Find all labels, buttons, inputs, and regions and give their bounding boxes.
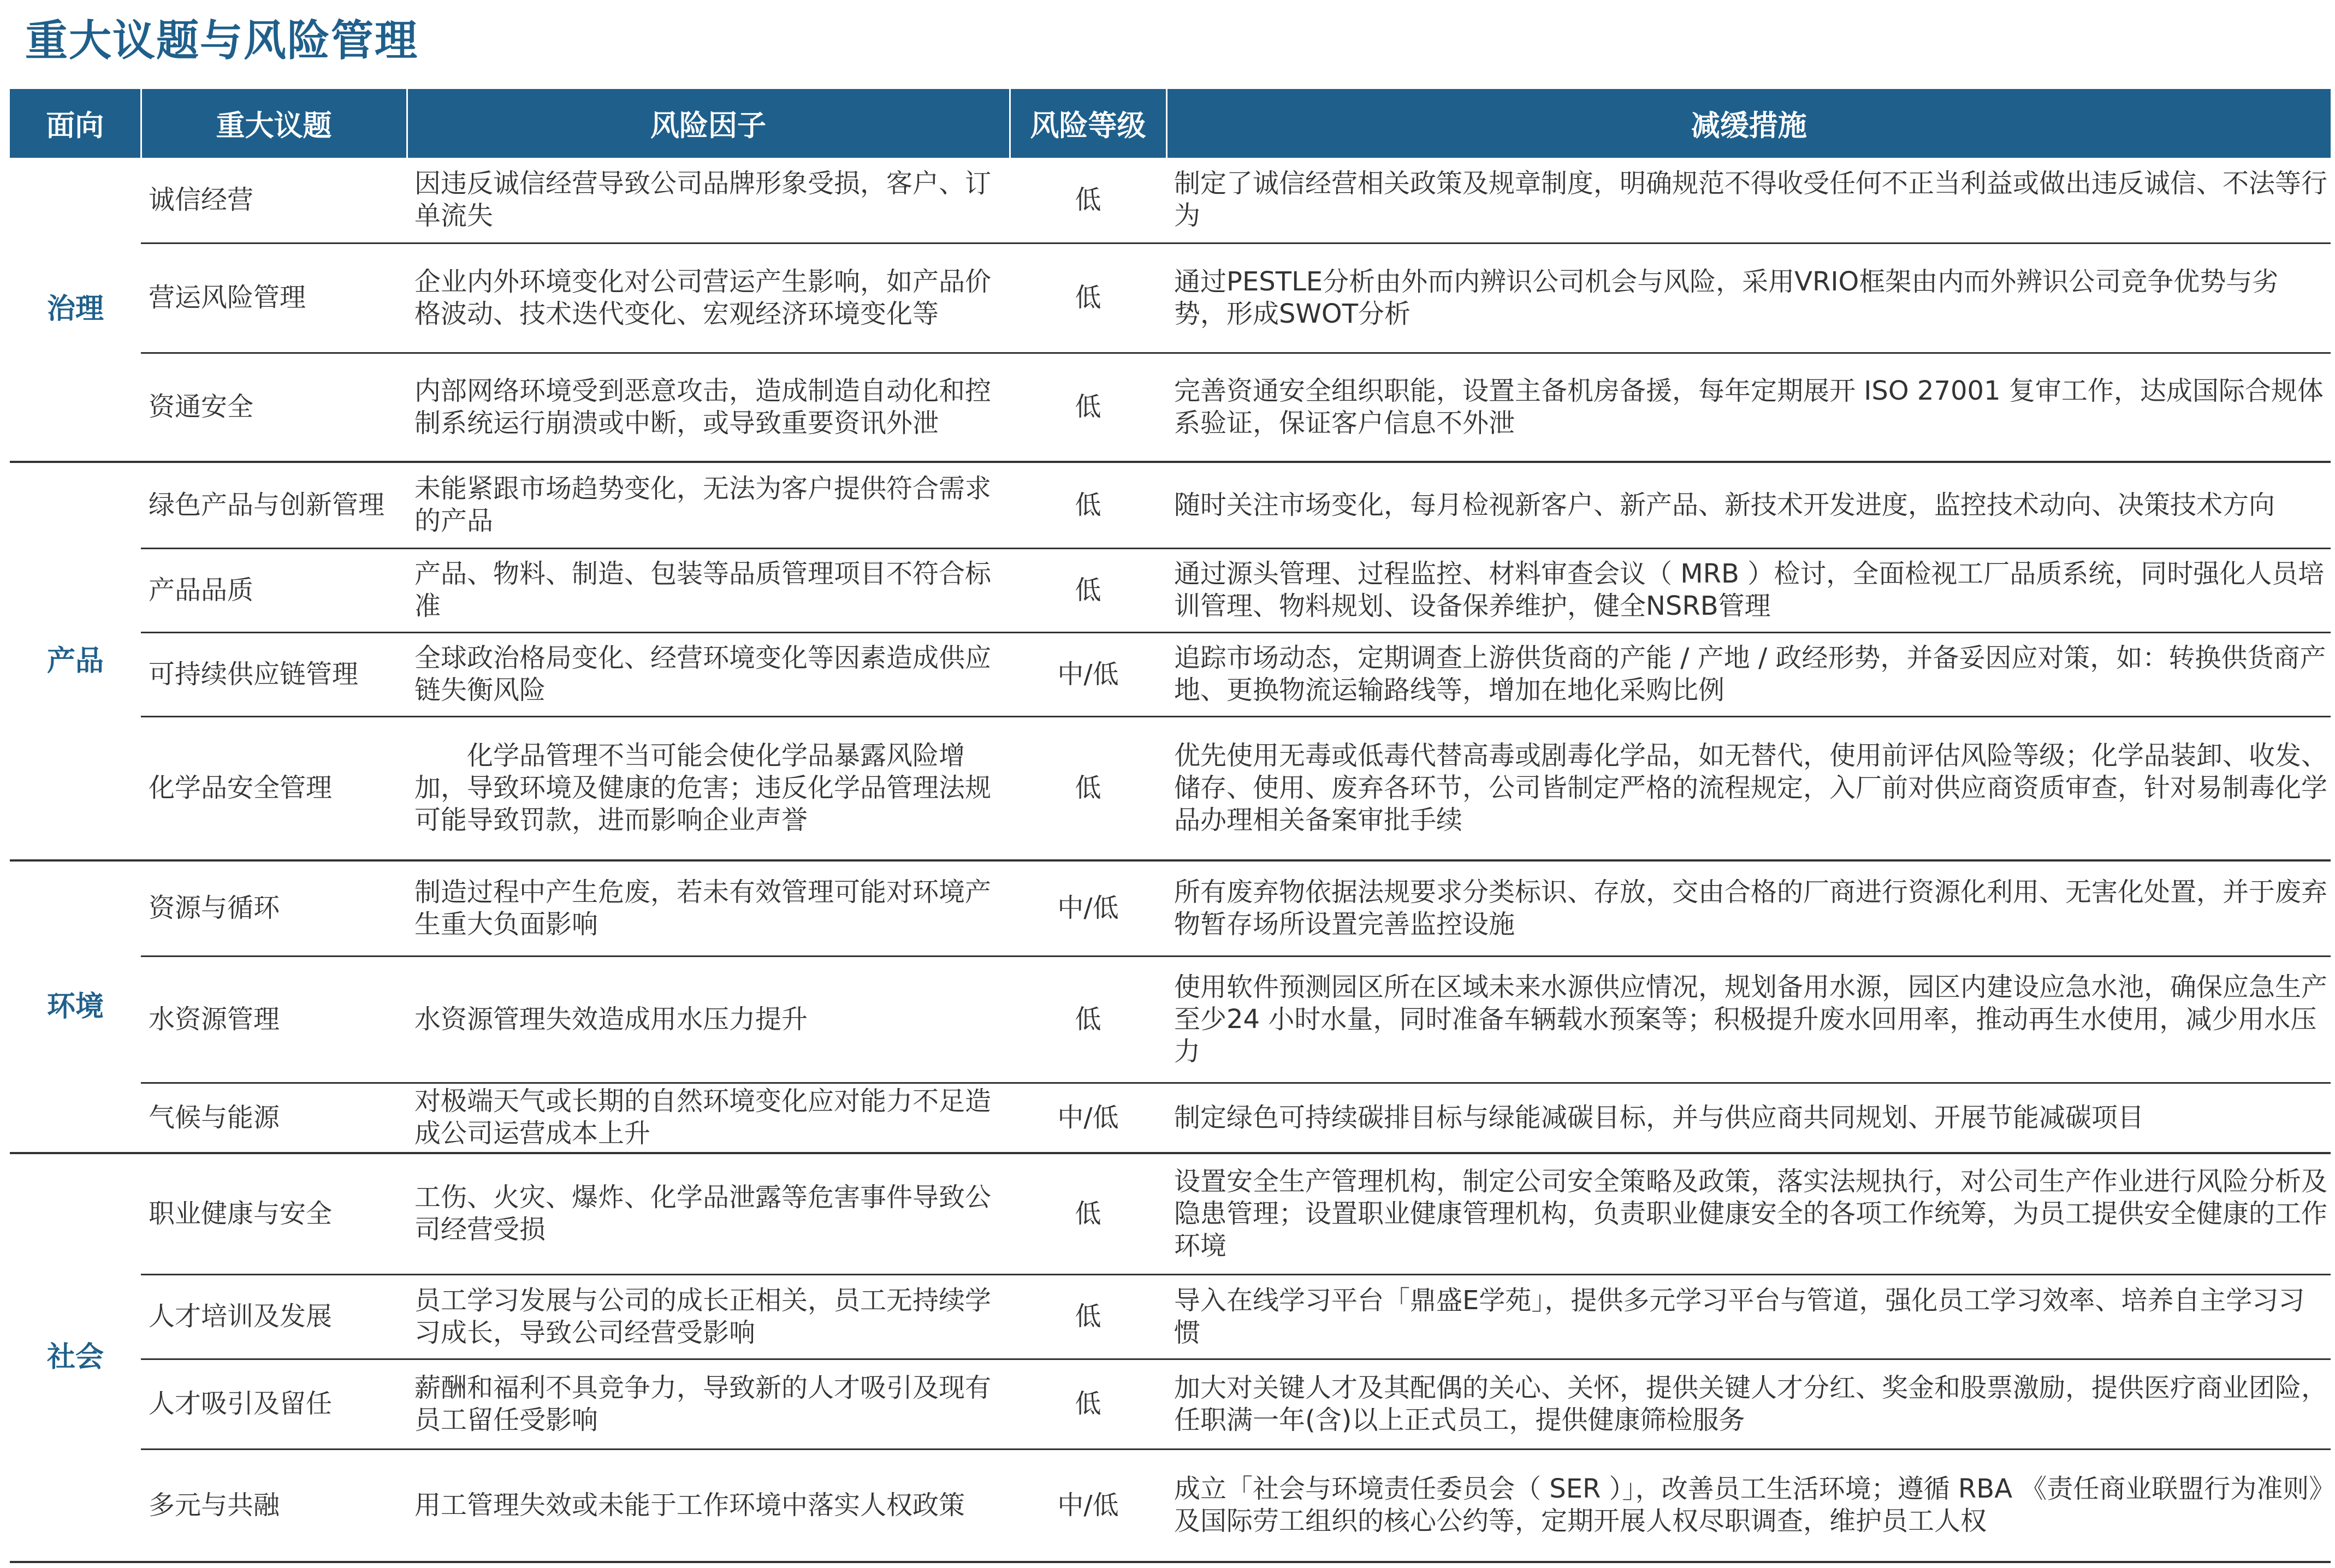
table-row [10, 860, 2331, 956]
risk-factor-cell: 全球政治格局变化、经营环境变化等因素造成供应链失衡风险 [407, 632, 1010, 716]
mitigation-cell: 所有废弃物依据法规要求分类标识、存放，交由合格的厂商进行资源化利用、无害化处置，并于废弃物暂存场所设置完善监控设施 [1166, 860, 2331, 956]
topic-cell: 化学品安全管理 [141, 716, 407, 860]
topic-cell: 人才培训及发展 [141, 1274, 407, 1359]
risk-level-cell: 中/低 [1010, 1083, 1166, 1153]
topic-cell: 诚信经营 [141, 158, 407, 243]
risk-management-table [10, 89, 2331, 1563]
risk-level-cell: 中/低 [1010, 860, 1166, 956]
table-row [10, 1083, 2331, 1153]
risk-level-cell: 低 [1010, 243, 1166, 353]
topic-cell: 职业健康与安全 [141, 1153, 407, 1274]
risk-factor-cell: 因违反诚信经营导致公司品牌形象受损，客户、订单流失 [407, 158, 1010, 243]
mitigation-cell: 制定了诚信经营相关政策及规章制度，明确规范不得收受任何不正当利益或做出违反诚信、不法等行为 [1166, 158, 2331, 243]
page-title: 重大议题与风险管理 [25, 16, 419, 66]
table-row [10, 716, 2331, 860]
risk-factor-cell: 工伤、火灾、爆炸、化学品泄露等危害事件导致公司经营受损 [407, 1153, 1010, 1274]
mitigation-cell: 导入在线学习平台「鼎盛E学苑」，提供多元学习平台与管道，强化员工学习效率、培养自主学习习惯 [1166, 1274, 2331, 1359]
header-risk-level: 风险等级 [1010, 89, 1166, 158]
risk-level-cell: 低 [1010, 158, 1166, 243]
risk-level-cell: 低 [1010, 353, 1166, 462]
risk-factor-cell: 用工管理失效或未能于工作环境中落实人权政策 [407, 1449, 1010, 1562]
risk-factor-cell: 产品、物料、制造、包装等品质管理项目不符合标准 [407, 548, 1010, 632]
topic-cell: 多元与共融 [141, 1449, 407, 1562]
table-header [10, 89, 2331, 158]
topic-cell: 可持续供应链管理 [141, 632, 407, 716]
risk-factor-cell: 内部网络环境受到恶意攻击，造成制造自动化和控制系统运行崩溃或中断，或导致重要资讯外泄 [407, 353, 1010, 462]
table-row [10, 353, 2331, 462]
aspect-cell-governance: 治理 [10, 158, 141, 462]
aspect-cell-product: 产品 [10, 462, 141, 860]
topic-cell: 产品品质 [141, 548, 407, 632]
topic-cell: 资通安全 [141, 353, 407, 462]
table-row [10, 243, 2331, 353]
mitigation-cell: 设置安全生产管理机构，制定公司安全策略及政策，落实法规执行，对公司生产作业进行风险分析及隐患管理；设置职业健康管理机构，负责职业健康安全的各项工作统筹，为员工提供安全健康的工作环境 [1166, 1153, 2331, 1274]
risk-factor-cell: 员工学习发展与公司的成长正相关，员工无持续学习成长，导致公司经营受影响 [407, 1274, 1010, 1359]
risk-level-cell: 中/低 [1010, 632, 1166, 716]
header-risk-factor: 风险因子 [407, 89, 1010, 158]
mitigation-cell: 追踪市场动态，定期调查上游供货商的产能 / 产地 / 政经形势，并备妥因应对策，如：转换供货商产地、更换物流运输路线等，增加在地化采购比例 [1166, 632, 2331, 716]
table-row [10, 1359, 2331, 1449]
mitigation-cell: 使用软件预测园区所在区域未来水源供应情况，规划备用水源，园区内建设应急水池，确保应急生产至少24 小时水量，同时准备车辆载水预案等；积极提升废水回用率，推动再生水使用，减少用水压力 [1166, 956, 2331, 1083]
topic-cell: 水资源管理 [141, 956, 407, 1083]
header-aspect: 面向 [10, 89, 141, 158]
table-row [10, 1153, 2331, 1274]
topic-cell: 人才吸引及留任 [141, 1359, 407, 1449]
mitigation-cell: 加大对关键人才及其配偶的关心、关怀，提供关键人才分红、奖金和股票激励，提供医疗商业团险，任职满一年(含)以上正式员工，提供健康筛检服务 [1166, 1359, 2331, 1449]
header-mitigation: 减缓措施 [1166, 89, 2331, 158]
risk-factor-cell: 未能紧跟市场趋势变化，无法为客户提供符合需求的产品 [407, 462, 1010, 548]
topic-cell: 营运风险管理 [141, 243, 407, 353]
table-row [10, 1449, 2331, 1562]
topic-cell: 绿色产品与创新管理 [141, 462, 407, 548]
mitigation-cell: 随时关注市场变化，每月检视新客户、新产品、新技术开发进度，监控技术动向、决策技术方向 [1166, 462, 2331, 548]
header-topic: 重大议题 [141, 89, 407, 158]
risk-level-cell: 低 [1010, 956, 1166, 1083]
mitigation-cell: 优先使用无毒或低毒代替高毒或剧毒化学品，如无替代，使用前评估风险等级；化学品装卸、收发、储存、使用、废弃各环节，公司皆制定严格的流程规定，入厂前对供应商资质审查，针对易制毒化学品办理相关备案审批手续 [1166, 716, 2331, 860]
risk-level-cell: 低 [1010, 462, 1166, 548]
mitigation-cell: 制定绿色可持续碳排目标与绿能减碳目标，并与供应商共同规划、开展节能减碳项目 [1166, 1083, 2331, 1153]
mitigation-cell: 完善资通安全组织职能，设置主备机房备援，每年定期展开 ISO 27001 复审工作，达成国际合规体系验证，保证客户信息不外泄 [1166, 353, 2331, 462]
table-row [10, 956, 2331, 1083]
risk-factor-cell: 对极端天气或长期的自然环境变化应对能力不足造成公司运营成本上升 [407, 1083, 1010, 1153]
risk-factor-cell: 制造过程中产生危废，若未有效管理可能对环境产生重大负面影响 [407, 860, 1010, 956]
risk-level-cell: 低 [1010, 1153, 1166, 1274]
risk-level-cell: 低 [1010, 716, 1166, 860]
table-row [10, 632, 2331, 716]
aspect-cell-environment: 环境 [10, 860, 141, 1153]
topic-cell: 气候与能源 [141, 1083, 407, 1153]
risk-level-cell: 低 [1010, 1359, 1166, 1449]
risk-factor-cell: 企业内外环境变化对公司营运产生影响，如产品价格波动、技术迭代变化、宏观经济环境变化等 [407, 243, 1010, 353]
risk-factor-cell: 水资源管理失效造成用水压力提升 [407, 956, 1010, 1083]
risk-level-cell: 中/低 [1010, 1449, 1166, 1562]
table-row [10, 462, 2331, 548]
mitigation-cell: 通过PESTLE分析由外而内辨识公司机会与风险，采用VRIO框架由内而外辨识公司竞争优势与劣势，形成SWOT分析 [1166, 243, 2331, 353]
risk-level-cell: 低 [1010, 548, 1166, 632]
table-row [10, 158, 2331, 243]
risk-factor-cell: 薪酬和福利不具竞争力，导致新的人才吸引及现有员工留任受影响 [407, 1359, 1010, 1449]
mitigation-cell: 成立「社会与环境责任委员会（ SER ）」，改善员工生活环境；遵循 RBA 《责任商业联盟行为准则》及国际劳工组织的核心公约等，定期开展人权尽职调查，维护员工人权 [1166, 1449, 2331, 1562]
table-row [10, 548, 2331, 632]
risk-factor-cell: 化学品管理不当可能会使化学品暴露风险增加，导致环境及健康的危害；违反化学品管理法规可能导致罚款，进而影响企业声誉 [407, 716, 1010, 860]
mitigation-cell: 通过源头管理、过程监控、材料审查会议（ MRB ）检讨，全面检视工厂品质系统，同时强化人员培训管理、物料规划、设备保养维护，健全NSRB管理 [1166, 548, 2331, 632]
aspect-cell-society: 社会 [10, 1153, 141, 1562]
topic-cell: 资源与循环 [141, 860, 407, 956]
table-row [10, 1274, 2331, 1359]
table-header-row [10, 89, 2331, 158]
risk-level-cell: 低 [1010, 1274, 1166, 1359]
table-body [10, 158, 2331, 1562]
